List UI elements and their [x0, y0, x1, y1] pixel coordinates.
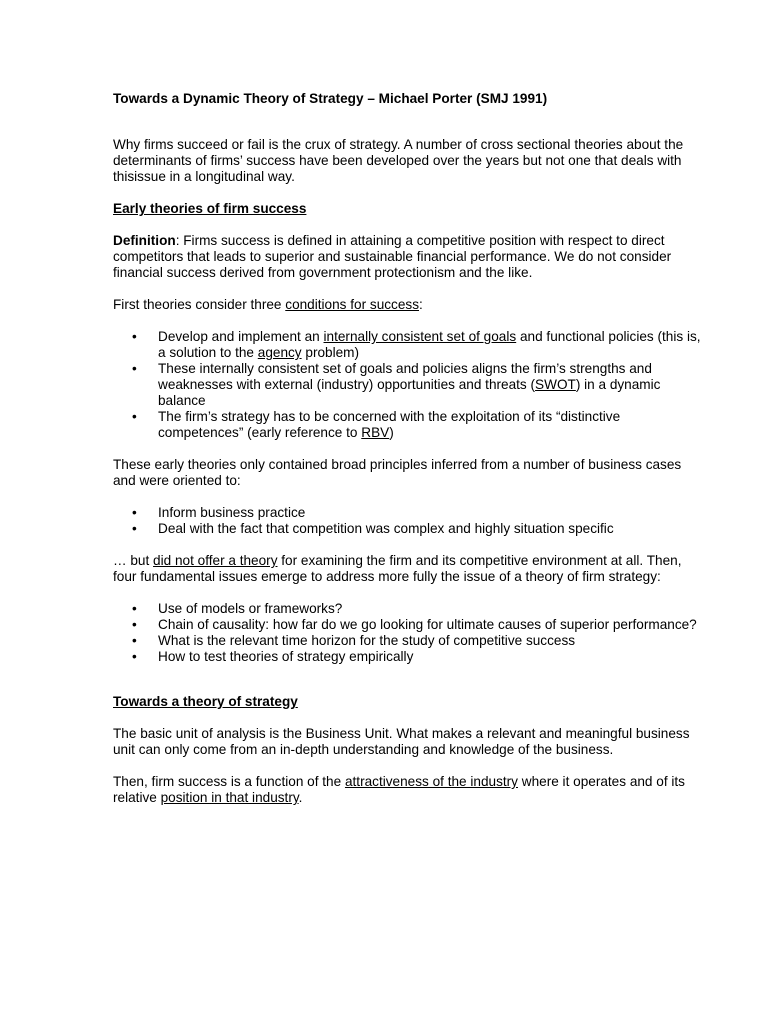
- underlined-term: RBV: [361, 425, 390, 440]
- no-theory-paragraph: [113, 553, 703, 585]
- conditions-list: [113, 329, 703, 441]
- underlined-term: position in that industry: [160, 790, 299, 805]
- list-item-text: How to test theories of strategy empirically: [158, 649, 414, 664]
- bullet-icon: •: [132, 649, 137, 664]
- bullet-icon: •: [132, 601, 137, 616]
- firm-success-paragraph: [113, 774, 703, 806]
- bullet-icon: •: [132, 521, 137, 536]
- paragraph-text: for examining the firm and its competitive environment at all. Then, four fundamental issues emerge to address more fully the issue of a theory of firm strategy:: [113, 553, 682, 584]
- business-unit-paragraph: The basic unit of analysis is the Business Unit. What makes a relevant and meaningful business unit can only come from an in-depth understanding and knowledge of the business.: [113, 726, 690, 757]
- conditions-underlined-term: conditions for success: [285, 297, 419, 312]
- list-item-text: Use of models or frameworks?: [158, 601, 343, 616]
- list-item: [113, 329, 703, 361]
- document-page: [113, 91, 703, 822]
- underlined-term: SWOT: [535, 377, 576, 392]
- list-item-text: ) in a dynamic balance: [158, 377, 661, 408]
- list-item-text: Deal with the fact that competition was complex and highly situation specific: [158, 521, 614, 536]
- list-item: [113, 361, 703, 409]
- definition-paragraph: [113, 233, 703, 281]
- paragraph-text: .: [298, 790, 303, 805]
- underlined-term: agency: [257, 345, 302, 360]
- list-item: [113, 521, 703, 537]
- list-item-text: Develop and implement an: [158, 329, 324, 344]
- list-item-text: ): [389, 425, 394, 440]
- list-item: [113, 617, 703, 633]
- list-item-text: Inform business practice: [158, 505, 306, 520]
- section-heading-theory-of-strategy: Towards a theory of strategy: [113, 694, 298, 709]
- paragraph-text: where it operates and of its relative: [113, 774, 685, 805]
- bullet-icon: •: [132, 505, 137, 520]
- list-item: [113, 601, 703, 617]
- oriented-paragraph: These early theories only contained broad principles inferred from a number of business cases and were oriented to:: [113, 457, 682, 488]
- list-item-text: and functional policies (this is, a solution to the: [158, 329, 701, 360]
- list-item-text: problem): [301, 345, 360, 360]
- definition-label: Definition: [113, 233, 176, 248]
- list-item-text: What is the relevant time horizon for the study of competitive success: [158, 633, 576, 648]
- underlined-term: attractiveness of the industry: [344, 774, 518, 789]
- conditions-intro: [113, 297, 703, 313]
- underlined-term: did not offer a theory: [153, 553, 278, 568]
- paragraph-text: … but: [113, 553, 154, 568]
- list-item-text: Chain of causality: how far do we go looking for ultimate causes of superior performance?: [158, 617, 697, 632]
- underlined-term: internally consistent set of goals: [323, 329, 517, 344]
- bullet-icon: •: [132, 361, 137, 376]
- bullet-icon: •: [132, 617, 137, 632]
- intro-paragraph: Why firms succeed or fail is the crux of strategy. A number of cross sectional theories about the determinants of firms’ success have been developed over the years but not one that deals with thisissue in a longitudinal way.: [113, 137, 684, 184]
- issues-list: [113, 601, 703, 665]
- bullet-icon: •: [132, 633, 137, 648]
- document-title: Towards a Dynamic Theory of Strategy – Michael Porter (SMJ 1991): [113, 91, 548, 106]
- list-item: [113, 633, 703, 649]
- definition-text: : Firms success is defined in attaining a competitive position with respect to direct competitors that leads to superior and sustainable financial performance. We do not consider financial success derived from government protectionism and the like.: [113, 233, 672, 280]
- section-heading-early-theories: Early theories of firm success: [113, 201, 307, 216]
- bullet-icon: •: [132, 409, 137, 424]
- bullet-icon: •: [132, 329, 137, 344]
- list-item: [113, 409, 703, 441]
- oriented-list: [113, 505, 703, 537]
- conditions-intro-colon: :: [419, 297, 423, 312]
- list-item-text: The firm’s strategy has to be concerned with the exploitation of its “distinctive competences” (early reference to: [158, 409, 621, 440]
- conditions-intro-text: First theories consider three: [113, 297, 286, 312]
- list-item: [113, 649, 703, 665]
- list-item-text: These internally consistent set of goals and policies aligns the firm’s strengths and weaknesses with external (industry) opportunities and threats (: [158, 361, 652, 392]
- paragraph-text: Then, firm success is a function of the: [113, 774, 345, 789]
- list-item: [113, 505, 703, 521]
